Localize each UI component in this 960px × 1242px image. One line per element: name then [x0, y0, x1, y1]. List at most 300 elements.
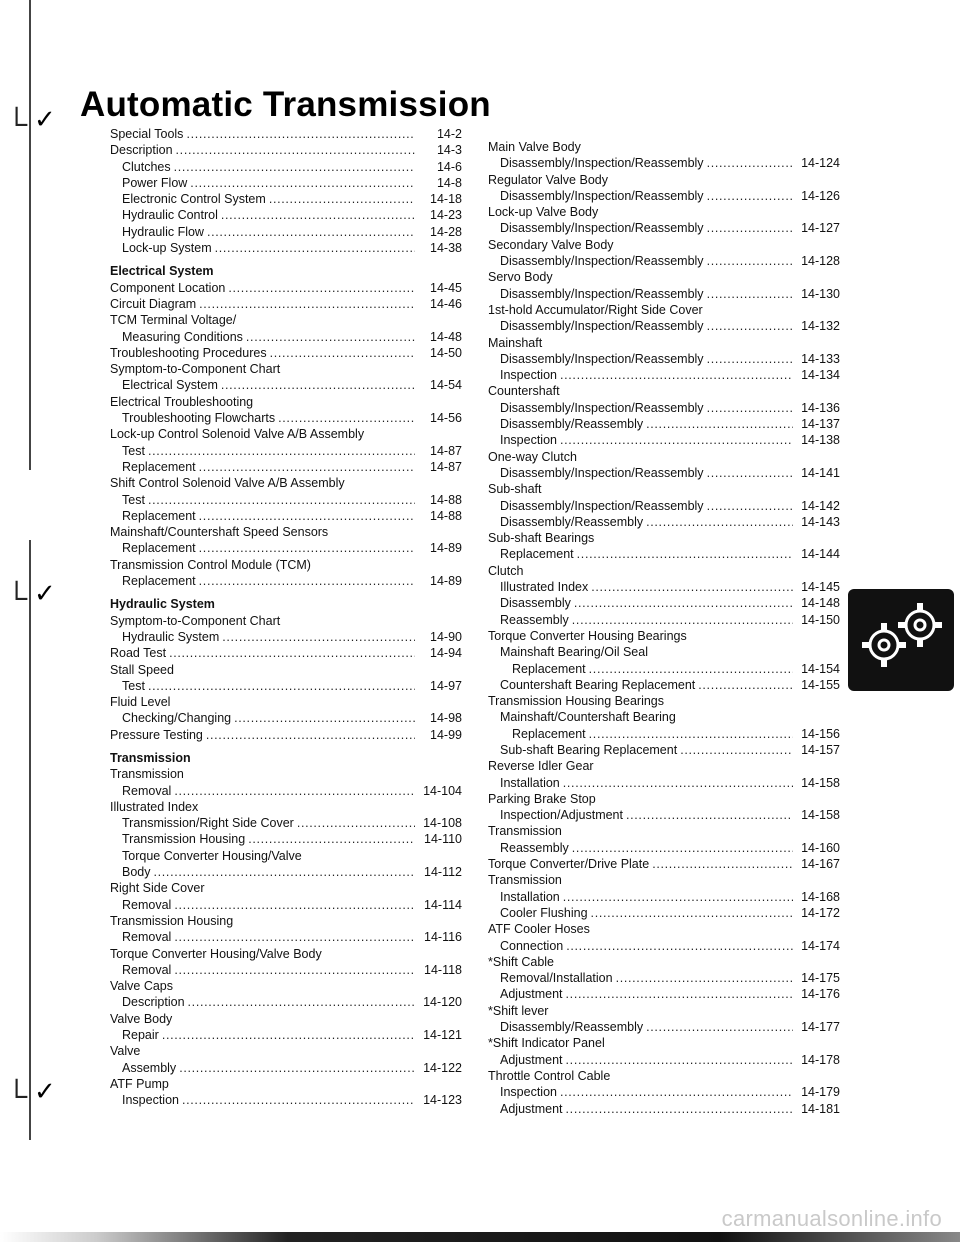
- toc-entry-title: Removal: [122, 962, 172, 977]
- toc-entry: [488, 269, 840, 285]
- toc-leader-dots: [148, 678, 415, 694]
- toc-page-number: 14-144: [801, 547, 840, 562]
- toc-leader-dots: [248, 831, 415, 847]
- toc-leader-dots: [560, 1084, 793, 1100]
- toc-leader-dots: [646, 514, 793, 530]
- toc-entry-title: Inspection: [500, 368, 557, 383]
- toc-entry: [488, 286, 840, 302]
- toc-entry: [110, 946, 462, 962]
- toc-entry-title: Removal: [122, 897, 172, 912]
- toc-entry-title: Electrical Troubleshooting: [110, 394, 254, 409]
- toc-page-number: 14-176: [801, 987, 840, 1002]
- toc-leader-dots: [174, 962, 415, 978]
- toc-entry-title: Right Side Cover: [110, 881, 205, 896]
- toc-entry-title: Torque Converter Housing Bearings: [488, 628, 687, 643]
- toc-page-number: 14-87: [430, 459, 462, 474]
- toc-page-number: 14-133: [801, 351, 840, 366]
- toc-entry-title: Checking/Changing: [122, 711, 232, 726]
- toc-entry-title: Secondary Valve Body: [488, 237, 614, 252]
- toc-entry-title: Road Test: [110, 646, 167, 661]
- toc-entry: [488, 220, 840, 236]
- toc-entry-title: Disassembly/Reassembly: [500, 417, 644, 432]
- toc-entry-title: Removal: [122, 930, 172, 945]
- toc-entry-title: Servo Body: [488, 270, 553, 285]
- toc-entry: [488, 595, 840, 611]
- toc-entry: [488, 579, 840, 595]
- toc-entry-title: Measuring Conditions: [122, 329, 243, 344]
- toc-page-number: 14-145: [801, 580, 840, 595]
- toc-entry: [488, 383, 840, 399]
- toc-entry: [488, 1052, 840, 1068]
- toc-entry-title: Hydraulic System: [110, 597, 215, 612]
- toc-entry-title: Description: [122, 995, 185, 1010]
- toc-page-number: 14-28: [430, 224, 462, 239]
- toc-entry: [110, 613, 462, 629]
- toc-entry-title: Lock-up System: [122, 241, 212, 256]
- toc-entry-title: Installation: [500, 775, 560, 790]
- toc-entry: [488, 204, 840, 220]
- toc-entry: [488, 335, 840, 351]
- toc-page-number: 14-127: [801, 221, 840, 236]
- toc-leader-dots: [176, 142, 415, 158]
- toc-entry-title: Pressure Testing: [110, 727, 203, 742]
- toc-leader-dots: [199, 459, 415, 475]
- toc-entry: [110, 913, 462, 929]
- toc-entry: [488, 905, 840, 921]
- toc-entry: [110, 864, 462, 880]
- toc-page-number: 14-128: [801, 254, 840, 269]
- toc-leader-dots: [278, 410, 415, 426]
- toc-entry: [488, 449, 840, 465]
- toc-page-number: 14-158: [801, 775, 840, 790]
- toc-entry: [488, 155, 840, 171]
- toc-entry-title: Throttle Control Cable: [488, 1068, 611, 1083]
- toc-entry-title: Mainshaft: [488, 335, 543, 350]
- binder-bracket-icon: └: [6, 1080, 28, 1113]
- toc-page-number: 14-48: [430, 329, 462, 344]
- toc-entry-title: Transmission: [488, 873, 562, 888]
- toc-leader-dots: [174, 783, 415, 799]
- toc-entry-title: Disassembly/Inspection/Reassembly: [500, 319, 704, 334]
- toc-entry-title: Disassembly/Reassembly: [500, 514, 644, 529]
- toc-leader-dots: [591, 579, 793, 595]
- toc-entry-title: Lock-up Valve Body: [488, 205, 599, 220]
- toc-entry-title: Torque Converter Housing/Valve: [122, 848, 302, 863]
- toc-left-column: [110, 126, 462, 1109]
- toc-leader-dots: [566, 1101, 793, 1117]
- toc-leader-dots: [148, 492, 415, 508]
- toc-entry-title: Disassembly/Inspection/Reassembly: [500, 286, 704, 301]
- toc-entry: [488, 823, 840, 839]
- toc-entry: [110, 459, 462, 475]
- toc-entry-title: Parking Brake Stop: [488, 791, 596, 806]
- toc-entry: [110, 978, 462, 994]
- toc-entry: [488, 498, 840, 514]
- toc-leader-dots: [577, 546, 793, 562]
- toc-entry: [110, 191, 462, 207]
- toc-page-number: 14-130: [801, 286, 840, 301]
- toc-entry: [488, 351, 840, 367]
- toc-entry: [110, 629, 462, 645]
- toc-entry: [488, 172, 840, 188]
- toc-leader-dots: [199, 540, 415, 556]
- toc-entry: [488, 1003, 840, 1019]
- toc-page-number: 14-174: [801, 938, 840, 953]
- toc-page-number: 14-54: [430, 378, 462, 393]
- toc-entry-title: Transmission Control Module (TCM): [110, 557, 311, 572]
- toc-page-number: 14-112: [424, 865, 462, 880]
- toc-entry: [110, 159, 462, 175]
- binder-bracket-icon: └: [6, 108, 28, 141]
- toc-leader-dots: [186, 126, 415, 142]
- toc-entry: [488, 742, 840, 758]
- toc-leader-dots: [626, 807, 793, 823]
- toc-leader-dots: [179, 1060, 415, 1076]
- toc-page-number: 14-89: [430, 574, 462, 589]
- toc-leader-dots: [228, 280, 415, 296]
- toc-entry: [488, 612, 840, 628]
- toc-entry-title: Reverse Idler Gear: [488, 759, 594, 774]
- toc-entry: [110, 662, 462, 678]
- toc-page-number: 14-116: [424, 930, 462, 945]
- toc-entry: [110, 540, 462, 556]
- toc-page-number: 14-104: [423, 783, 462, 798]
- toc-leader-dots: [589, 726, 793, 742]
- toc-entry: [488, 481, 840, 497]
- toc-entry: [110, 426, 462, 442]
- toc-entry-title: Adjustment: [500, 987, 563, 1002]
- toc-entry-title: Replacement: [122, 459, 196, 474]
- toc-page-number: 14-132: [801, 319, 840, 334]
- toc-entry: [488, 644, 840, 660]
- toc-entry: [110, 492, 462, 508]
- toc-entry-title: Power Flow: [122, 175, 188, 190]
- toc-entry: [488, 677, 840, 693]
- toc-entry-title: Transmission: [488, 824, 562, 839]
- toc-leader-dots: [707, 220, 793, 236]
- toc-leader-dots: [707, 318, 793, 334]
- toc-entry-title: Disassembly/Inspection/Reassembly: [500, 498, 704, 513]
- toc-page-number: 14-158: [801, 808, 840, 823]
- toc-leader-dots: [174, 159, 415, 175]
- toc-page-number: 14-154: [801, 661, 840, 676]
- toc-entry-title: Symptom-to-Component Chart: [110, 613, 281, 628]
- toc-entry-title: Installation: [500, 889, 560, 904]
- toc-page-number: 14-87: [430, 443, 462, 458]
- toc-entry-title: Assembly: [122, 1060, 177, 1075]
- toc-page-number: 14-2: [436, 127, 462, 141]
- toc-leader-dots: [563, 889, 793, 905]
- toc-page-number: 14-134: [801, 368, 840, 383]
- toc-leader-dots: [646, 416, 793, 432]
- toc-entry-title: Shift Control Solenoid Valve A/B Assembly: [110, 476, 345, 491]
- toc-page-number: 14-118: [424, 962, 462, 977]
- toc-entry: [110, 142, 462, 158]
- toc-entry-title: Test: [122, 678, 145, 693]
- toc-leader-dots: [162, 1027, 415, 1043]
- toc-entry-title: Disassembly: [500, 596, 571, 611]
- toc-leader-dots: [707, 400, 793, 416]
- toc-page-number: 14-114: [424, 897, 462, 912]
- toc-entry: [110, 443, 462, 459]
- toc-entry: [488, 514, 840, 530]
- toc-page-number: 14-136: [801, 400, 840, 415]
- toc-entry: [488, 546, 840, 562]
- toc-entry: [488, 237, 840, 253]
- toc-page-number: 14-90: [430, 629, 462, 644]
- toc-entry: [110, 766, 462, 782]
- toc-entry: [110, 848, 462, 864]
- toc-section-heading: [110, 263, 462, 279]
- toc-entry-title: Countershaft Bearing Replacement: [500, 677, 696, 692]
- toc-page-number: 14-160: [801, 840, 840, 855]
- toc-page-number: 14-18: [430, 192, 462, 207]
- toc-entry-title: Replacement: [122, 541, 196, 556]
- toc-leader-dots: [574, 595, 793, 611]
- toc-page-number: 14-108: [423, 816, 462, 831]
- toc-page-number: 14-141: [801, 465, 840, 480]
- toc-entry: [488, 791, 840, 807]
- toc-entry-title: Symptom-to-Component Chart: [110, 362, 281, 377]
- toc-entry-title: *Shift Cable: [488, 954, 555, 969]
- toc-leader-dots: [234, 710, 415, 726]
- toc-entry-title: Fluid Level: [110, 695, 171, 710]
- toc-page-number: 14-178: [801, 1052, 840, 1067]
- toc-entry: [110, 1027, 462, 1043]
- toc-page-number: 14-3: [436, 143, 462, 158]
- toc-leader-dots: [707, 351, 793, 367]
- toc-page-number: 14-88: [430, 508, 462, 523]
- toc-entry-title: Electronic Control System: [122, 192, 266, 207]
- toc-entry: [488, 530, 840, 546]
- toc-page-number: 14-175: [801, 971, 840, 986]
- toc-entry-title: Illustrated Index: [500, 580, 589, 595]
- toc-leader-dots: [707, 253, 793, 269]
- toc-page-number: 14-142: [801, 498, 840, 513]
- toc-entry: [110, 573, 462, 589]
- toc-entry: [488, 253, 840, 269]
- toc-entry: [488, 416, 840, 432]
- toc-entry: [488, 1068, 840, 1084]
- toc-entry: [488, 628, 840, 644]
- toc-entry-title: Removal: [122, 783, 172, 798]
- toc-page-number: 14-56: [430, 411, 462, 426]
- toc-section-heading: [110, 750, 462, 766]
- toc-page-number: 14-99: [430, 727, 462, 742]
- toc-entry: [488, 367, 840, 383]
- toc-leader-dots: [566, 986, 793, 1002]
- toc-leader-dots: [616, 970, 793, 986]
- toc-entry: [110, 929, 462, 945]
- toc-entry: [110, 524, 462, 540]
- toc-entry: [488, 840, 840, 856]
- toc-entry: [488, 970, 840, 986]
- toc-leader-dots: [572, 612, 793, 628]
- toc-page-number: 14-181: [801, 1101, 840, 1116]
- toc-entry-title: Disassembly/Reassembly: [500, 1020, 644, 1035]
- toc-page-number: 14-45: [430, 280, 462, 295]
- toc-entry-title: Test: [122, 492, 145, 507]
- toc-page-number: 14-123: [423, 1093, 462, 1108]
- toc-entry-title: Countershaft: [488, 384, 560, 399]
- toc-entry-title: Hydraulic Control: [122, 208, 218, 223]
- toc-entry-title: Electrical System: [110, 264, 214, 279]
- toc-entry: [488, 693, 840, 709]
- toc-page-number: 14-121: [423, 1028, 462, 1043]
- toc-leader-dots: [221, 207, 415, 223]
- toc-leader-dots: [182, 1092, 415, 1108]
- toc-entry-title: Valve Body: [110, 1011, 173, 1026]
- toc-entry: [488, 465, 840, 481]
- toc-entry: [110, 880, 462, 896]
- toc-leader-dots: [206, 727, 415, 743]
- toc-page-number: 14-94: [430, 646, 462, 661]
- toc-entry: [488, 938, 840, 954]
- toc-leader-dots: [563, 775, 793, 791]
- toc-entry-title: Cooler Flushing: [500, 905, 588, 920]
- toc-leader-dots: [707, 465, 793, 481]
- toc-page-number: 14-148: [801, 596, 840, 611]
- toc-entry-title: Replacement: [512, 726, 586, 741]
- toc-entry-title: TCM Terminal Voltage/: [110, 313, 237, 328]
- toc-page-number: 14-46: [430, 296, 462, 311]
- toc-entry: [110, 994, 462, 1010]
- toc-page-number: 14-167: [801, 857, 840, 872]
- page-bottom-edge: [0, 1232, 960, 1242]
- toc-leader-dots: [199, 508, 415, 524]
- toc-entry-title: Transmission Housing: [110, 913, 234, 928]
- toc-entry: [488, 709, 840, 725]
- toc-leader-dots: [680, 742, 793, 758]
- toc-page-number: 14-98: [430, 711, 462, 726]
- toc-entry-title: Hydraulic Flow: [122, 224, 204, 239]
- toc-entry-title: Disassembly/Inspection/Reassembly: [500, 188, 704, 203]
- toc-entry-title: Troubleshooting Flowcharts: [122, 411, 276, 426]
- toc-entry: [110, 175, 462, 191]
- toc-entry: [110, 831, 462, 847]
- toc-leader-dots: [207, 224, 415, 240]
- toc-leader-dots: [270, 345, 415, 361]
- toc-entry-title: Repair: [122, 1028, 159, 1043]
- toc-entry-title: Description: [110, 143, 173, 158]
- toc-entry-title: Mainshaft/Countershaft Speed Sensors: [110, 525, 329, 540]
- toc-entry-title: Transmission Housing: [122, 832, 246, 847]
- toc-entry: [110, 710, 462, 726]
- toc-entry: [488, 1019, 840, 1035]
- toc-page-number: 14-97: [430, 678, 462, 693]
- toc-leader-dots: [566, 938, 793, 954]
- binder-edge-line: [29, 0, 31, 470]
- toc-entry-title: Clutches: [122, 159, 171, 174]
- toc-leader-dots: [589, 661, 793, 677]
- toc-entry: [110, 329, 462, 345]
- section-tab-gear-icon: [848, 589, 954, 691]
- toc-entry: [110, 312, 462, 328]
- toc-leader-dots: [560, 432, 793, 448]
- toc-entry-title: Replacement: [122, 574, 196, 589]
- toc-entry-title: Disassembly/Inspection/Reassembly: [500, 221, 704, 236]
- toc-entry-title: Replacement: [500, 547, 574, 562]
- toc-entry: [110, 377, 462, 393]
- toc-entry-title: Transmission: [110, 767, 184, 782]
- toc-entry: [488, 921, 840, 937]
- toc-page-number: 14-50: [430, 345, 462, 360]
- toc-entry: [488, 400, 840, 416]
- toc-entry: [488, 661, 840, 677]
- page-title: Automatic Transmission: [80, 85, 491, 124]
- toc-page-number: 14-156: [801, 726, 840, 741]
- toc-page-number: 14-89: [430, 541, 462, 556]
- toc-entry-title: Inspection/Adjustment: [500, 808, 623, 823]
- toc-entry-title: Stall Speed: [110, 662, 174, 677]
- toc-entry-title: Electrical System: [122, 378, 218, 393]
- toc-leader-dots: [222, 629, 415, 645]
- toc-page-number: 14-179: [801, 1085, 840, 1100]
- toc-entry: [488, 432, 840, 448]
- toc-entry: [488, 302, 840, 318]
- toc-entry-title: Disassembly/Inspection/Reassembly: [500, 254, 704, 269]
- toc-entry: [488, 889, 840, 905]
- toc-entry: [488, 758, 840, 774]
- toc-entry: [488, 318, 840, 334]
- checkmark-icon: ✓: [34, 104, 56, 134]
- toc-leader-dots: [591, 905, 793, 921]
- toc-page-number: 14-110: [424, 832, 462, 847]
- toc-leader-dots: [572, 840, 793, 856]
- toc-entry-title: Inspection: [500, 1085, 557, 1100]
- toc-entry: [488, 986, 840, 1002]
- toc-page-number: 14-23: [430, 208, 462, 223]
- toc-entry: [110, 126, 462, 142]
- toc-page-number: 14-143: [801, 514, 840, 529]
- toc-leader-dots: [698, 677, 793, 693]
- toc-entry-title: Body: [122, 865, 151, 880]
- toc-entry: [110, 410, 462, 426]
- toc-entry: [110, 815, 462, 831]
- toc-entry-title: ATF Cooler Hoses: [488, 922, 590, 937]
- toc-entry-title: Transmission Housing Bearings: [488, 694, 665, 709]
- toc-entry: [110, 207, 462, 223]
- toc-entry-title: Reassembly: [500, 840, 569, 855]
- toc-entry-title: Disassembly/Inspection/Reassembly: [500, 400, 704, 415]
- toc-entry-title: Replacement: [122, 508, 196, 523]
- toc-entry: [110, 557, 462, 573]
- toc-entry-title: Regulator Valve Body: [488, 172, 608, 187]
- toc-entry-title: Special Tools: [110, 127, 184, 141]
- toc-leader-dots: [652, 856, 793, 872]
- toc-entry-title: Sub-shaft Bearings: [488, 531, 595, 546]
- toc-page-number: 14-6: [436, 159, 462, 174]
- toc-page-number: 14-177: [801, 1020, 840, 1035]
- toc-entry-title: Disassembly/Inspection/Reassembly: [500, 465, 704, 480]
- toc-entry-title: Torque Converter Housing/Valve Body: [110, 946, 322, 961]
- toc-entry: [488, 139, 840, 155]
- toc-entry: [488, 1035, 840, 1051]
- toc-entry-title: Test: [122, 443, 145, 458]
- toc-entry-title: Valve Caps: [110, 979, 173, 994]
- toc-entry-title: *Shift lever: [488, 1003, 549, 1018]
- toc-entry-title: Circuit Diagram: [110, 296, 197, 311]
- toc-entry: [488, 775, 840, 791]
- toc-entry: [488, 807, 840, 823]
- toc-entry-title: Lock-up Control Solenoid Valve A/B Assembly: [110, 427, 365, 442]
- toc-entry: [110, 280, 462, 296]
- toc-entry: [110, 508, 462, 524]
- toc-leader-dots: [154, 864, 416, 880]
- toc-leader-dots: [707, 188, 793, 204]
- toc-entry: [110, 394, 462, 410]
- binder-bracket-icon: └: [6, 582, 28, 615]
